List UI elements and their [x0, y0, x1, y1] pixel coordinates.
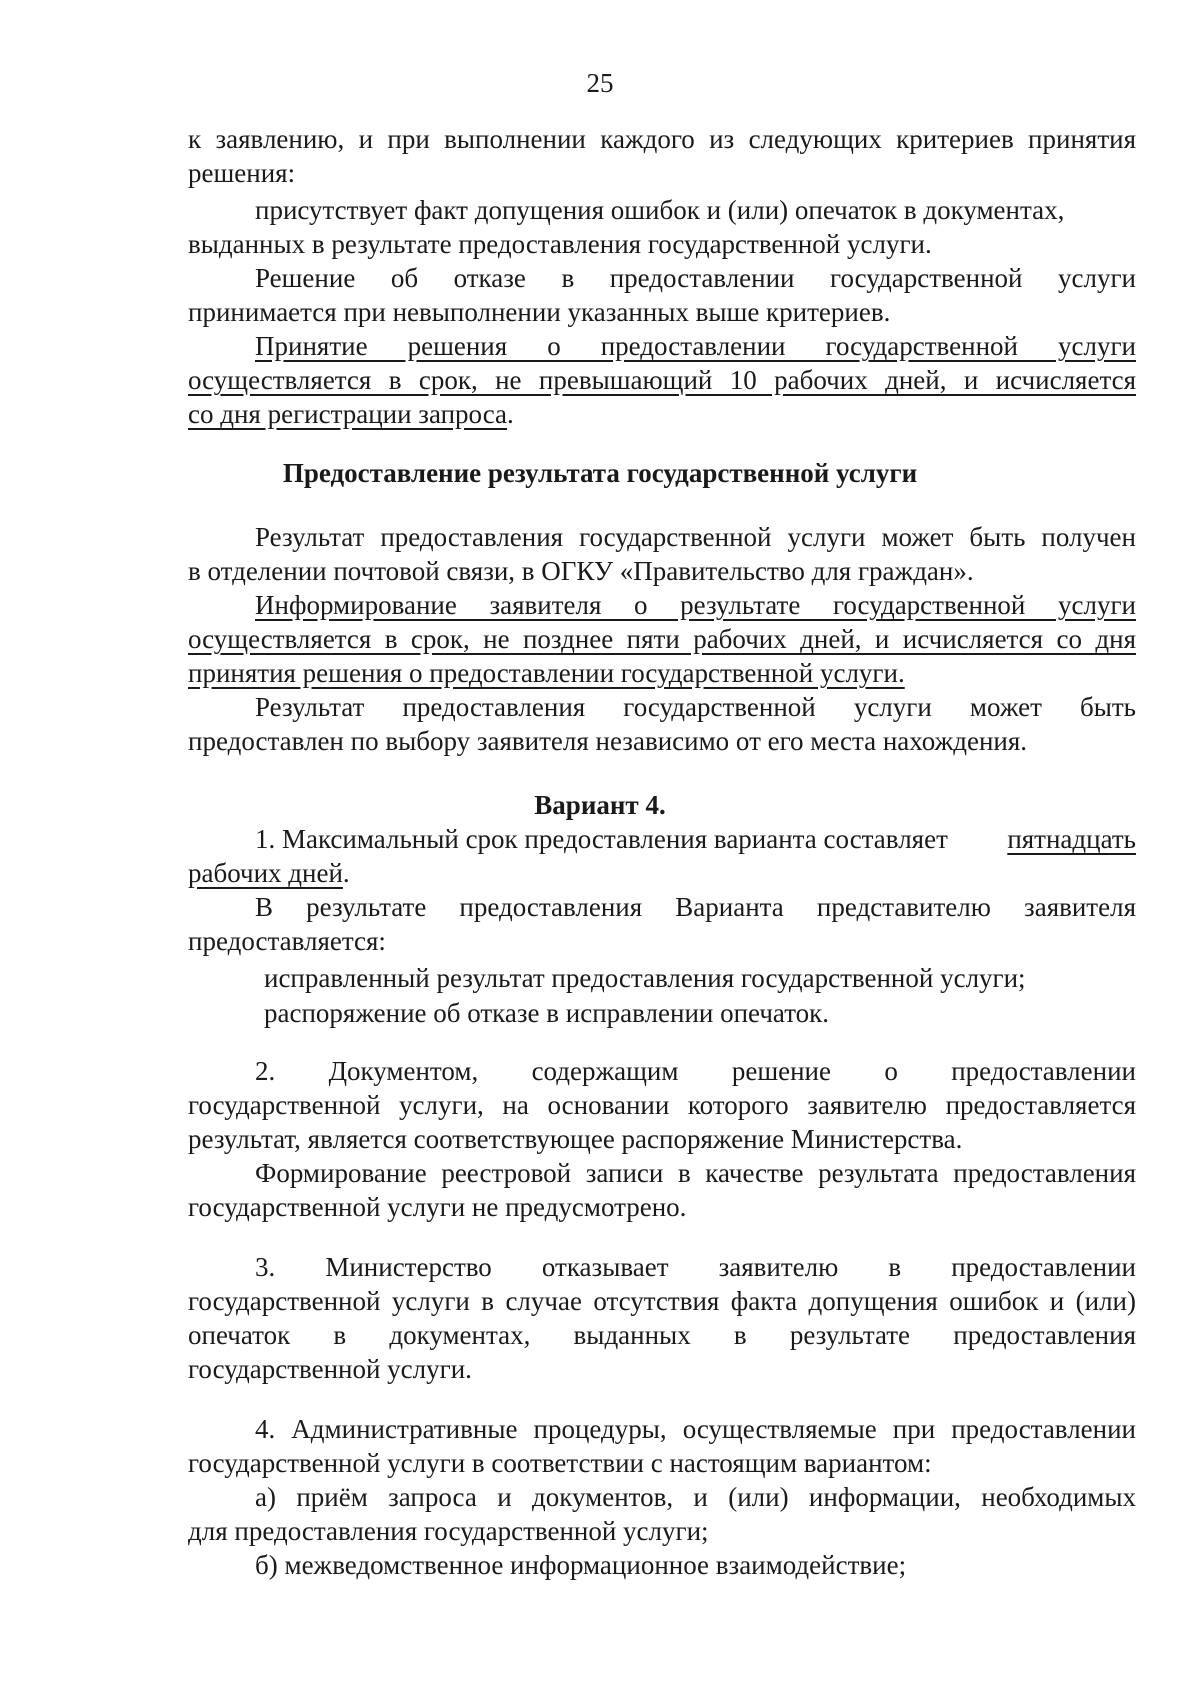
text-line: предоставляется: — [188, 926, 386, 956]
underlined-text-line: Принятие решения о предоставлении государственной услуги — [255, 331, 1136, 361]
list-item: исправленный результат предоставления государственной услуги; — [264, 963, 1026, 993]
text-line: результат, является соответствующее распоряжение Министерства. — [188, 1124, 963, 1154]
underlined-text-line: осуществляется в срок, не превышающий 10 рабочих дней, и исчисляется — [188, 365, 1136, 395]
text-line: принимается при невыполнении указанных выше критериев. — [188, 297, 891, 327]
text-line: предоставлен по выбору заявителя независимо от его места нахождения. — [188, 726, 1028, 756]
underlined-text: рабочих дней — [188, 858, 343, 888]
text-line: государственной услуги в случае отсутствия факта допущения ошибок и (или) — [188, 1286, 1136, 1316]
underlined-text-line: осуществляется в срок, не позднее пяти рабочих дней, и исчисляется со дня — [188, 624, 1136, 654]
underlined-text: со дня регистрации запроса — [188, 399, 508, 429]
text-line: Результат предоставления государственной услуги может быть — [255, 692, 1136, 722]
text-line: В результате предоставления Варианта представителю заявителя — [255, 892, 1136, 922]
text-line: выданных в результате предоставления государственной услуги. — [188, 229, 932, 259]
underlined-text: пятнадцать — [1007, 824, 1136, 854]
underlined-text-line: Информирование заявителя о результате государственной услуги — [255, 590, 1136, 620]
text-line — [188, 397, 1136, 431]
text-line: опечаток в документах, выданных в результате предоставления — [188, 1320, 1136, 1350]
text-line: к заявлению, и при выполнении каждого из следующих критериев принятия — [188, 124, 1136, 154]
section-heading: Предоставление результата государственной услуги — [282, 458, 918, 488]
text-line: государственной услуги. — [188, 1354, 472, 1384]
list-item: распоряжение об отказе в исправлении опечаток. — [264, 998, 830, 1028]
text-line: государственной услуги, на основании которого заявителю предоставляется — [188, 1090, 1136, 1120]
text-line — [188, 856, 1136, 890]
text-punctuation: . — [507, 399, 514, 429]
variant-heading: Вариант 4. — [534, 790, 666, 820]
list-item: б) межведомственное информационное взаимодействие; — [255, 1550, 907, 1580]
text-line: 2. Документом, содержащим решение о предоставлении — [255, 1056, 1136, 1086]
page-number: 25 — [586, 68, 614, 98]
text-punctuation: . — [342, 858, 350, 888]
text-line: 3. Министерство отказывает заявителю в предоставлении — [255, 1252, 1136, 1282]
underlined-text-line: принятия решения о предоставлении государственной услуги. — [188, 658, 905, 688]
text-line: для предоставления государственной услуги; — [188, 1516, 709, 1546]
text-line: государственной услуги в соответствии с настоящим вариантом: — [188, 1448, 932, 1478]
text-line — [255, 822, 1136, 856]
text-line: 4. Административные процедуры, осуществляемые при предоставлении — [255, 1414, 1136, 1444]
text-line: присутствует факт допущения ошибок и (или) опечаток в документах, — [255, 195, 1065, 225]
text-line: Результат предоставления государственной услуги может быть получен — [255, 522, 1136, 552]
text-segment: 1. Максимальный срок предоставления варианта составляет — [255, 824, 955, 854]
list-item: а) приём запроса и документов, и (или) информации, необходимых — [255, 1482, 1136, 1512]
text-line: Решение об отказе в предоставлении государственной услуги — [255, 263, 1136, 293]
text-line: Формирование реестровой записи в качестве результата предоставления — [255, 1158, 1136, 1188]
text-line: решения: — [188, 158, 296, 188]
text-line: государственной услуги не предусмотрено. — [188, 1192, 687, 1222]
text-line: в отделении почтовой связи, в ОГКУ «Правительство для граждан». — [188, 556, 974, 586]
